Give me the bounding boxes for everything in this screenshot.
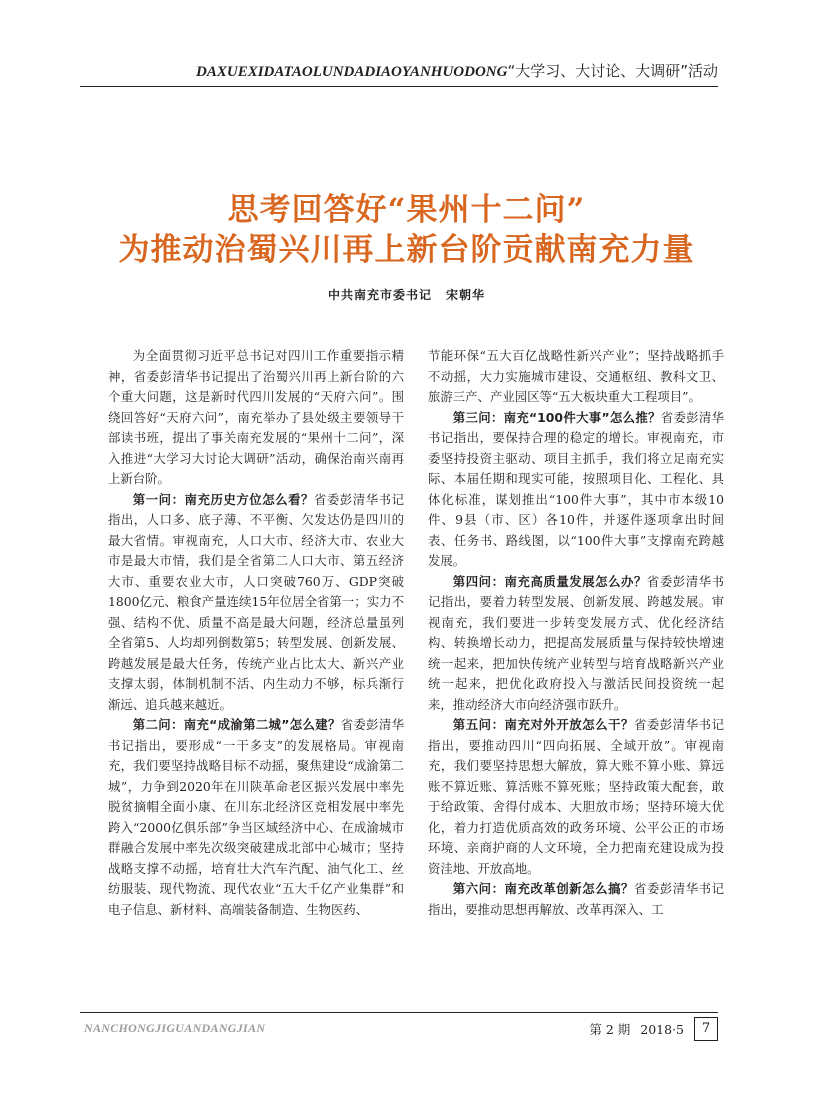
question-6-body: 省委彭清华书记指出，要推动思想再解放、改革再深入、工 — [428, 881, 725, 917]
question-6-heading: 第六问：南充改革创新怎么搞？ — [452, 881, 634, 896]
title-line-1: 思考回答好“果州十二问” — [227, 192, 586, 228]
question-2-heading: 第二问：南充“成渝第二城”怎么建？ — [132, 717, 341, 732]
question-5-paragraph — [428, 715, 724, 879]
issue-date: 2018·5 — [640, 1021, 684, 1037]
page-number: 7 — [694, 1017, 718, 1041]
running-header — [80, 60, 718, 81]
question-3-heading: 第三问：南充“100件大事”怎么推？ — [452, 409, 661, 425]
question-6-paragraph — [428, 879, 724, 920]
question-5-heading: 第五问：南充对外开放怎么干？ — [452, 717, 634, 732]
question-3-body: 省委彭清华书记指出，要保持合理的稳定的增长。审视南充，市委坚持投资主驱动、项目主抓手，我们将立足南充实际、本届任期和现实可能，按照项目化、工程化、具体化标准，谋划推出“100件大事”，其中市本级10件、9县（市、区）各10件，并逐件逐项拿出时间表、任务书、路线图，以“100件大事”支撑南充跨越发展。 — [428, 409, 725, 568]
title-line-2: 为推动治蜀兴川再上新台阶贡献南充力量 — [118, 232, 695, 268]
author-name: 宋朝华 — [446, 288, 486, 302]
author-role: 中共南充市委书记 — [327, 288, 432, 302]
question-2-body: 省委彭清华书记指出，要形成“一干多支”的发展格局。审视南充，我们要坚持战略目标不动摇，聚焦建设“成渝第二城”，力争到2020年在川陕革命老区振兴发展中率先脱贫摘帽全面小康、在川东北经济区竞相发展中率先跨入“2000亿俱乐部”争当区域经济中心、在成渝城市群融合发展中率先次级突破建成北部中心城市；坚持战略支撑不动摇，培育壮大汽车汽配、油气化工、丝纺服装、现代物流、现代农业“五大千亿产业集群”和电子信息、新材料、高端装备制造、生物医药、 — [108, 717, 404, 917]
question-2-paragraph — [108, 715, 404, 920]
footer-journal-name: NANCHONGJIGUANDANGJIAN — [84, 1021, 266, 1035]
question-5-body: 省委彭清华书记指出，要推动四川“四向拓展、全域开放”。审视南充，我们要坚持思想大解放，算大账不算小账、算远账不算近账、算活账不算死账；坚持政策大配套，敢于给政策、舍得付成本、大胆放市场；坚持环境大优化，着力打造优质高效的政务环境、公平公正的市场环境、亲商护商的人文环境，全力把南充建设成为投资洼地、开放高地。 — [428, 717, 725, 876]
question-1-body: 省委彭清华书记指出，人口多、底子薄、不平衡、欠发达仍是四川的最大省情。审视南充，人口大市、经济大市、农业大市是最大市情，我们是全省第二人口大市、第五经济大市、重要农业大市，人口突破760万、GDP突破1800亿元、粮食产量连续15年位居全省第一；实力不强、结构不优、质量不高是最大问题，经济总量虽列全省第5、人均却列倒数第5；转型发展、创新发展、跨越发展是最大任务，传统产业占比太大、新兴产业支撑太弱，体制机制不活、内生动力不够，标兵渐行渐远、追兵越来越近。 — [108, 491, 405, 712]
question-4-body: 省委彭清华书记指出，要着力转型发展、创新发展、跨越发展。审视南充，我们要进一步转变发展方式、优化经济结构、转换增长动力，把提高发展质量与保持较快增速统一起来，把加快传统产业转型与培育战略新兴产业统一起来，把优化政府投入与激活民间投资统一起来，推动经济大市向经济强市跃升。 — [428, 573, 725, 712]
article-title — [0, 190, 813, 270]
question-4-heading: 第四问：南充高质量发展怎么办？ — [452, 573, 647, 589]
header-pinyin: DAXUEXIDATAOLUNDADIAOYANHUODONG — [196, 64, 508, 80]
question-1-paragraph — [108, 490, 404, 716]
question-4-paragraph — [428, 572, 724, 716]
footer-issue-info — [589, 1017, 718, 1041]
footer-rule — [80, 1012, 718, 1013]
question-1-heading: 第一问：南充历史方位怎么看？ — [132, 491, 314, 507]
issue-number: 第 2 期 — [589, 1022, 631, 1037]
intro-paragraph: 为全面贯彻习近平总书记对四川工作重要指示精神，省委彭清华书记提出了治蜀兴川再上新台阶的六个重大问题，这是新时代四川发展的“天府六问”。围绕回答好“天府六问”，南充举办了县处级主要领导干部读书班，提出了事关南充发展的“果州十二问”，深入推进“大学习大讨论大调研”活动，确保治南兴南再上新台阶。 — [108, 348, 404, 486]
header-chinese: “大学习、大讨论、大调研”活动 — [507, 62, 718, 80]
header-rule — [80, 86, 718, 87]
question-3-paragraph — [428, 408, 724, 572]
continued-paragraph: 节能环保“五大百亿战略性新兴产业”；坚持战略抓手不动摇，大力实施城市建设、交通枢纽、教科文卫、旅游三产、产业园区等“五大板块重大工程项目”。 — [428, 348, 724, 404]
left-column — [108, 346, 404, 920]
right-column — [428, 346, 724, 920]
byline — [0, 286, 813, 303]
